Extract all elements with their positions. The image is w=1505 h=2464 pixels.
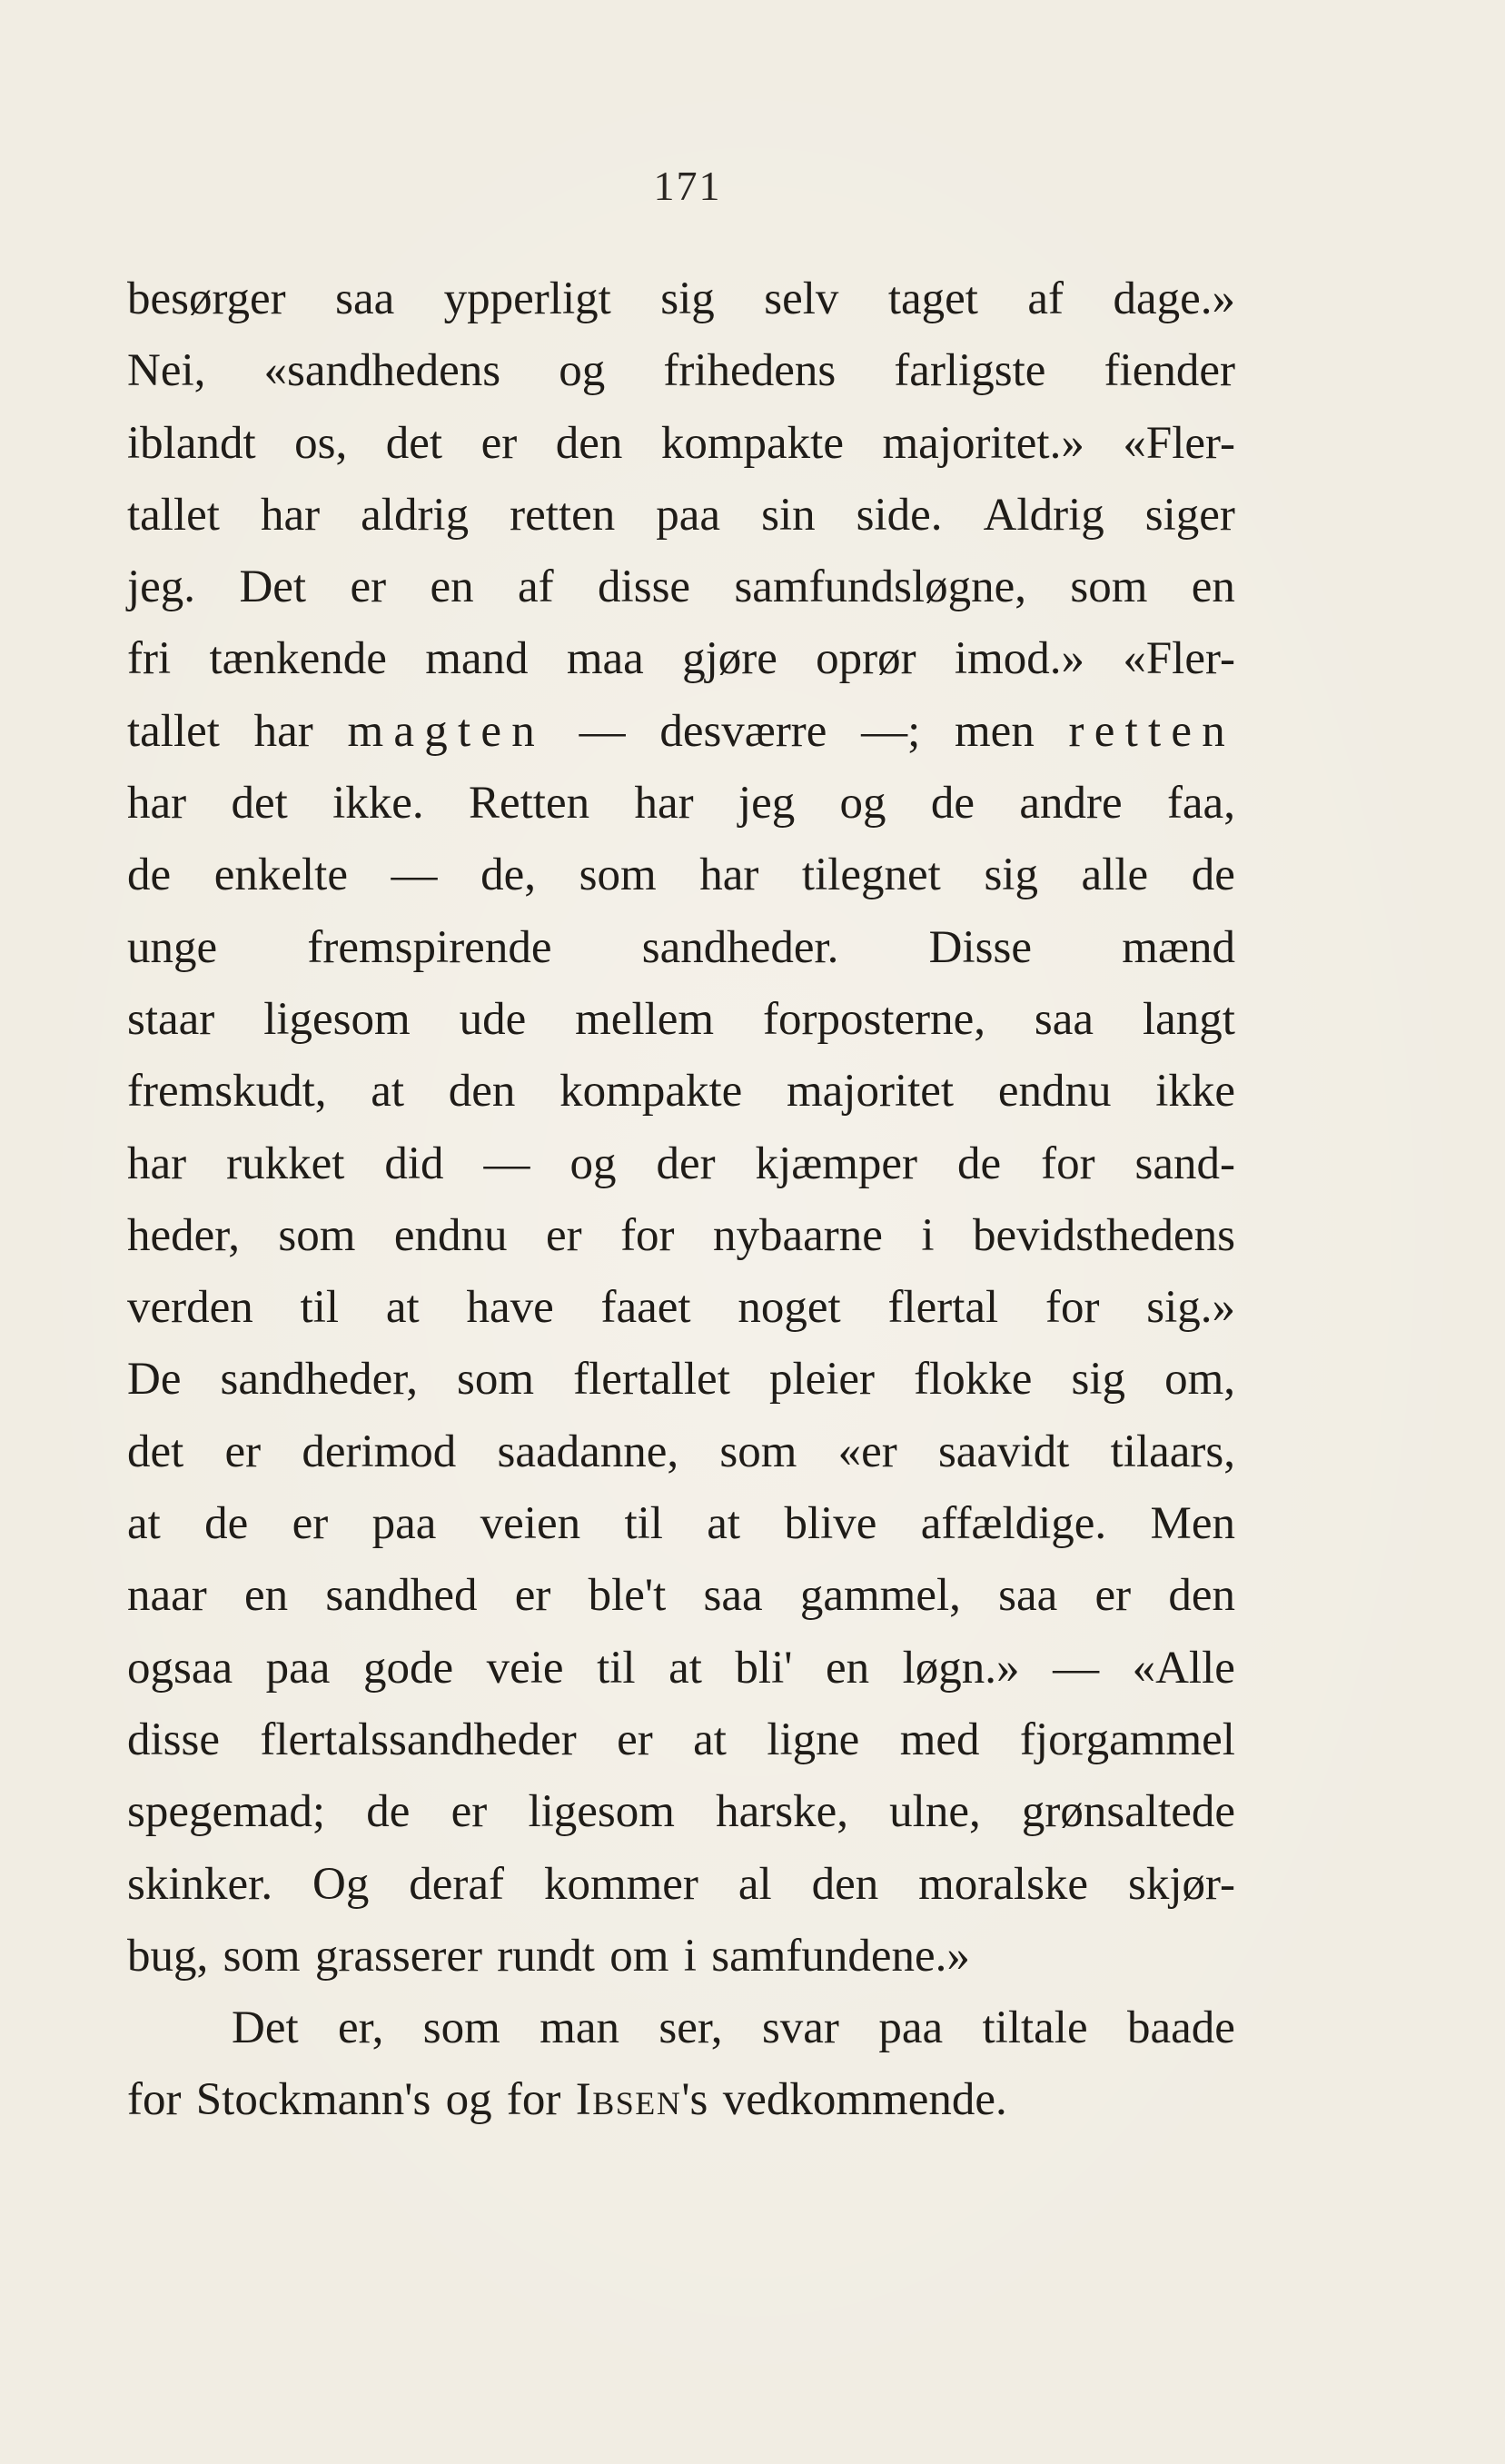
word: ligesom [528, 1786, 675, 1838]
word: vedkommende. [722, 2074, 1007, 2126]
word: at [127, 1498, 161, 1550]
word: al [738, 1858, 772, 1910]
word: ulne, [889, 1786, 981, 1838]
word: de [930, 778, 975, 830]
text-line [127, 408, 1235, 480]
word: oprør [816, 633, 916, 685]
text-line [127, 2064, 1235, 2136]
text-line [127, 551, 1235, 623]
word: saa [1034, 993, 1094, 1045]
word: kompakte [559, 1066, 743, 1118]
text-line [127, 1560, 1235, 1632]
word: til [300, 1282, 340, 1334]
word: veien [480, 1498, 581, 1550]
word: — [483, 1138, 530, 1189]
word: affældige. [920, 1498, 1107, 1550]
word: er [546, 1209, 582, 1261]
word: den [811, 1858, 879, 1910]
word: dage.» [1113, 273, 1235, 324]
word: samfundene.» [711, 1930, 970, 1982]
word: som [579, 849, 657, 901]
word: flertallet [573, 1354, 730, 1406]
word: rukket [226, 1138, 345, 1189]
word: bevidsthedens [972, 1209, 1235, 1261]
word: bug, [127, 1930, 209, 1982]
word: mænd [1122, 921, 1235, 973]
word: majoritet [787, 1066, 955, 1118]
word: did [384, 1138, 444, 1189]
word: saavidt [937, 1426, 1070, 1477]
word: om, [1164, 1354, 1235, 1406]
word: bli' [735, 1642, 793, 1694]
word: samfundsløgne, [734, 561, 1026, 613]
word: frihedens [663, 345, 837, 397]
word: sandheder, [220, 1354, 418, 1406]
word: for [506, 2074, 561, 2126]
word: «Fler- [1123, 633, 1235, 685]
word: ude [459, 993, 527, 1045]
word: fremskudt, [127, 1066, 327, 1118]
text-line [127, 623, 1235, 695]
word: at [707, 1498, 741, 1550]
word: ligne [767, 1714, 860, 1765]
word: gjøre [682, 633, 777, 685]
word: har [127, 1138, 187, 1189]
word: kjæmper [755, 1138, 918, 1189]
word: kommer [543, 1858, 698, 1910]
word: de [956, 1138, 1002, 1189]
text-line [127, 840, 1235, 911]
body-text [127, 263, 1235, 2137]
word: verden [127, 1282, 253, 1334]
word: paa [371, 1498, 437, 1550]
word: taget [887, 273, 978, 324]
word: svar [761, 2002, 839, 2054]
word: sig [660, 273, 715, 324]
word: iblandt [127, 417, 256, 469]
word: en [430, 561, 474, 613]
word: Stockmann's [195, 2074, 431, 2126]
word: om [609, 1930, 669, 1982]
word: de [127, 849, 172, 901]
word: ikke [1155, 1066, 1235, 1118]
word: paa [265, 1642, 331, 1694]
word: sandhed [325, 1570, 478, 1622]
word: som [1070, 561, 1148, 613]
word: ikke. [332, 778, 424, 830]
word: er [224, 1426, 262, 1477]
word: noget [738, 1282, 841, 1334]
word: paa [878, 2002, 944, 2054]
word: 's [681, 2074, 708, 2126]
text-line [127, 1272, 1235, 1344]
word: ypperligt [443, 273, 611, 324]
word: der [656, 1138, 716, 1189]
word: forposterne, [763, 993, 985, 1045]
word: ser, [658, 2002, 723, 2054]
word: med [899, 1714, 980, 1765]
text-line [127, 984, 1235, 1056]
word: de, [480, 849, 537, 901]
word: af [1027, 273, 1064, 324]
word: tænkende [209, 633, 387, 685]
word: den [1168, 1570, 1235, 1622]
word: disse [598, 561, 691, 613]
word: de [1191, 849, 1235, 901]
word: som [223, 1930, 301, 1982]
word: i [683, 1930, 697, 1982]
word: besørger [127, 273, 286, 324]
word: side. [856, 489, 943, 541]
text-line [127, 1921, 1235, 1992]
text-line [127, 1488, 1235, 1560]
word: endnu [393, 1209, 508, 1261]
word: «Fler- [1123, 417, 1235, 469]
word: fiender [1104, 345, 1235, 397]
word: er [617, 1714, 653, 1765]
word: langt [1142, 993, 1235, 1045]
word: er [514, 1570, 551, 1622]
word: os, [294, 417, 348, 469]
text-line [127, 263, 1235, 335]
text-line [127, 1128, 1235, 1200]
word: sig [1071, 1354, 1125, 1406]
word: og [559, 345, 606, 397]
word: enkelte [213, 849, 348, 901]
word: fremspirende [307, 921, 552, 973]
word: er [292, 1498, 329, 1550]
word: Disse [928, 921, 1033, 973]
word: en [825, 1642, 870, 1694]
word: og [445, 2074, 492, 2126]
word: den [555, 417, 623, 469]
word: har [699, 849, 759, 901]
word: af [518, 561, 554, 613]
word: moralske [918, 1858, 1089, 1910]
text-line [127, 1704, 1235, 1776]
text-line [127, 1200, 1235, 1272]
word: man [540, 2002, 619, 2054]
word: saa [335, 273, 395, 324]
word: blive [784, 1498, 877, 1550]
word: tallet [127, 705, 220, 757]
word: tiltale [982, 2002, 1088, 2054]
word: den [448, 1066, 516, 1118]
word: har [260, 489, 321, 541]
word: skjør- [1128, 1858, 1235, 1910]
word: rundt [497, 1930, 595, 1982]
word: De [127, 1354, 182, 1406]
word: Men [1150, 1498, 1235, 1550]
word: gode [362, 1642, 454, 1694]
word: en [1191, 561, 1235, 613]
word: de [366, 1786, 411, 1838]
word: flertal [887, 1282, 999, 1334]
word: naar [127, 1570, 207, 1622]
word: grasserer [314, 1930, 482, 1982]
word: maa [566, 633, 644, 685]
word: og [839, 778, 886, 830]
word: at [371, 1066, 405, 1118]
word: «sandhedens [263, 345, 501, 397]
word: disse [127, 1714, 220, 1765]
word: mellem [575, 993, 715, 1045]
word: sandheder. [641, 921, 839, 973]
word: Det [232, 2002, 299, 2054]
word: Aldrig [983, 489, 1104, 541]
text-line [127, 480, 1235, 551]
word: magten [347, 705, 545, 757]
word: imod.» [954, 633, 1085, 685]
text-line [127, 1776, 1235, 1848]
text-line [127, 1633, 1235, 1704]
word: unge [127, 921, 218, 973]
text-line [127, 696, 1235, 768]
word: harske, [716, 1786, 848, 1838]
word: er [451, 1786, 488, 1838]
word: baade [1127, 2002, 1235, 2054]
word: har [634, 778, 694, 830]
word: —; [861, 705, 921, 757]
word: som [719, 1426, 797, 1477]
word: aldrig [361, 489, 470, 541]
word: paa [656, 489, 721, 541]
word: spegemad; [127, 1786, 326, 1838]
word: som [457, 1354, 535, 1406]
word: er [350, 561, 387, 613]
word: sin [761, 489, 816, 541]
text-line [127, 768, 1235, 840]
text-line [127, 1056, 1235, 1128]
word: derimod [302, 1426, 457, 1477]
word: farligste [894, 345, 1046, 397]
word: for [1045, 1282, 1100, 1334]
word: en [244, 1570, 289, 1622]
word: saadanne, [497, 1426, 679, 1477]
word: staar [127, 993, 215, 1045]
word: for [1041, 1138, 1095, 1189]
text-line [127, 335, 1235, 407]
word: ligesom [263, 993, 411, 1045]
word: i [921, 1209, 935, 1261]
word: til [597, 1642, 636, 1694]
page-number: 171 [653, 163, 722, 209]
word: og [569, 1138, 617, 1189]
word: for [620, 1209, 675, 1261]
word: men [955, 705, 1035, 757]
word: «Alle [1132, 1642, 1235, 1694]
word: ogsaa [127, 1642, 233, 1694]
word: grønsaltede [1021, 1786, 1235, 1838]
word: saa [703, 1570, 763, 1622]
text-line [127, 1344, 1235, 1416]
word: faa, [1166, 778, 1235, 830]
word: — [391, 849, 438, 901]
word: er [480, 417, 518, 469]
text-line [127, 912, 1235, 984]
word: som [422, 2002, 500, 2054]
word: at [385, 1282, 420, 1334]
word: — [579, 705, 626, 757]
text-line [127, 1849, 1235, 1921]
word: flertalssandheder [260, 1714, 577, 1765]
word: sig.» [1146, 1282, 1235, 1334]
word: er, [338, 2002, 384, 2054]
word: som [278, 1209, 356, 1261]
word: sig [984, 849, 1038, 901]
word: selv [764, 273, 839, 324]
word: ble't [588, 1570, 667, 1622]
word: jeg [738, 778, 796, 830]
word: har [253, 705, 313, 757]
word: tallet [127, 489, 220, 541]
word: veie [486, 1642, 564, 1694]
word: tilegnet [801, 849, 941, 901]
word: Og [312, 1858, 370, 1910]
word: det [231, 778, 288, 830]
word: er [1094, 1570, 1132, 1622]
word: det [385, 417, 443, 469]
word: mand [425, 633, 529, 685]
word: faaet [600, 1282, 691, 1334]
word: har [127, 778, 187, 830]
word: desværre [659, 705, 827, 757]
word: jeg. [127, 561, 196, 613]
word: endnu [997, 1066, 1112, 1118]
word: Det [239, 561, 307, 613]
word: saa [998, 1570, 1058, 1622]
word: Ibsen's [576, 2064, 708, 2136]
word: kompakte [660, 417, 844, 469]
word: retten [510, 489, 616, 541]
word: heder, [127, 1209, 240, 1261]
word: andre [1019, 778, 1123, 830]
word: de [204, 1498, 249, 1550]
word: — [1053, 1642, 1100, 1694]
text-line [127, 1416, 1235, 1488]
word: siger [1144, 489, 1235, 541]
word: majoritet.» [882, 417, 1084, 469]
word: til [624, 1498, 663, 1550]
text-line [127, 1992, 1235, 2064]
word: gammel, [799, 1570, 961, 1622]
word: løgn.» [902, 1642, 1020, 1694]
word: nybaarne [713, 1209, 883, 1261]
word: skinker. [127, 1858, 273, 1910]
word: alle [1081, 849, 1149, 901]
word: at [668, 1642, 702, 1694]
word: tilaars, [1110, 1426, 1235, 1477]
word: fri [127, 633, 172, 685]
word: flokke [914, 1354, 1033, 1406]
word: sand- [1134, 1138, 1235, 1189]
word: have [466, 1282, 554, 1334]
word: deraf [409, 1858, 505, 1910]
word: det [127, 1426, 184, 1477]
word: retten [1068, 705, 1235, 757]
word: at [693, 1714, 727, 1765]
word: for [127, 2074, 182, 2126]
word: fjorgammel [1019, 1714, 1235, 1765]
word: Nei, [127, 345, 206, 397]
word: pleier [768, 1354, 876, 1406]
word: «er [837, 1426, 897, 1477]
word: Retten [468, 778, 590, 830]
